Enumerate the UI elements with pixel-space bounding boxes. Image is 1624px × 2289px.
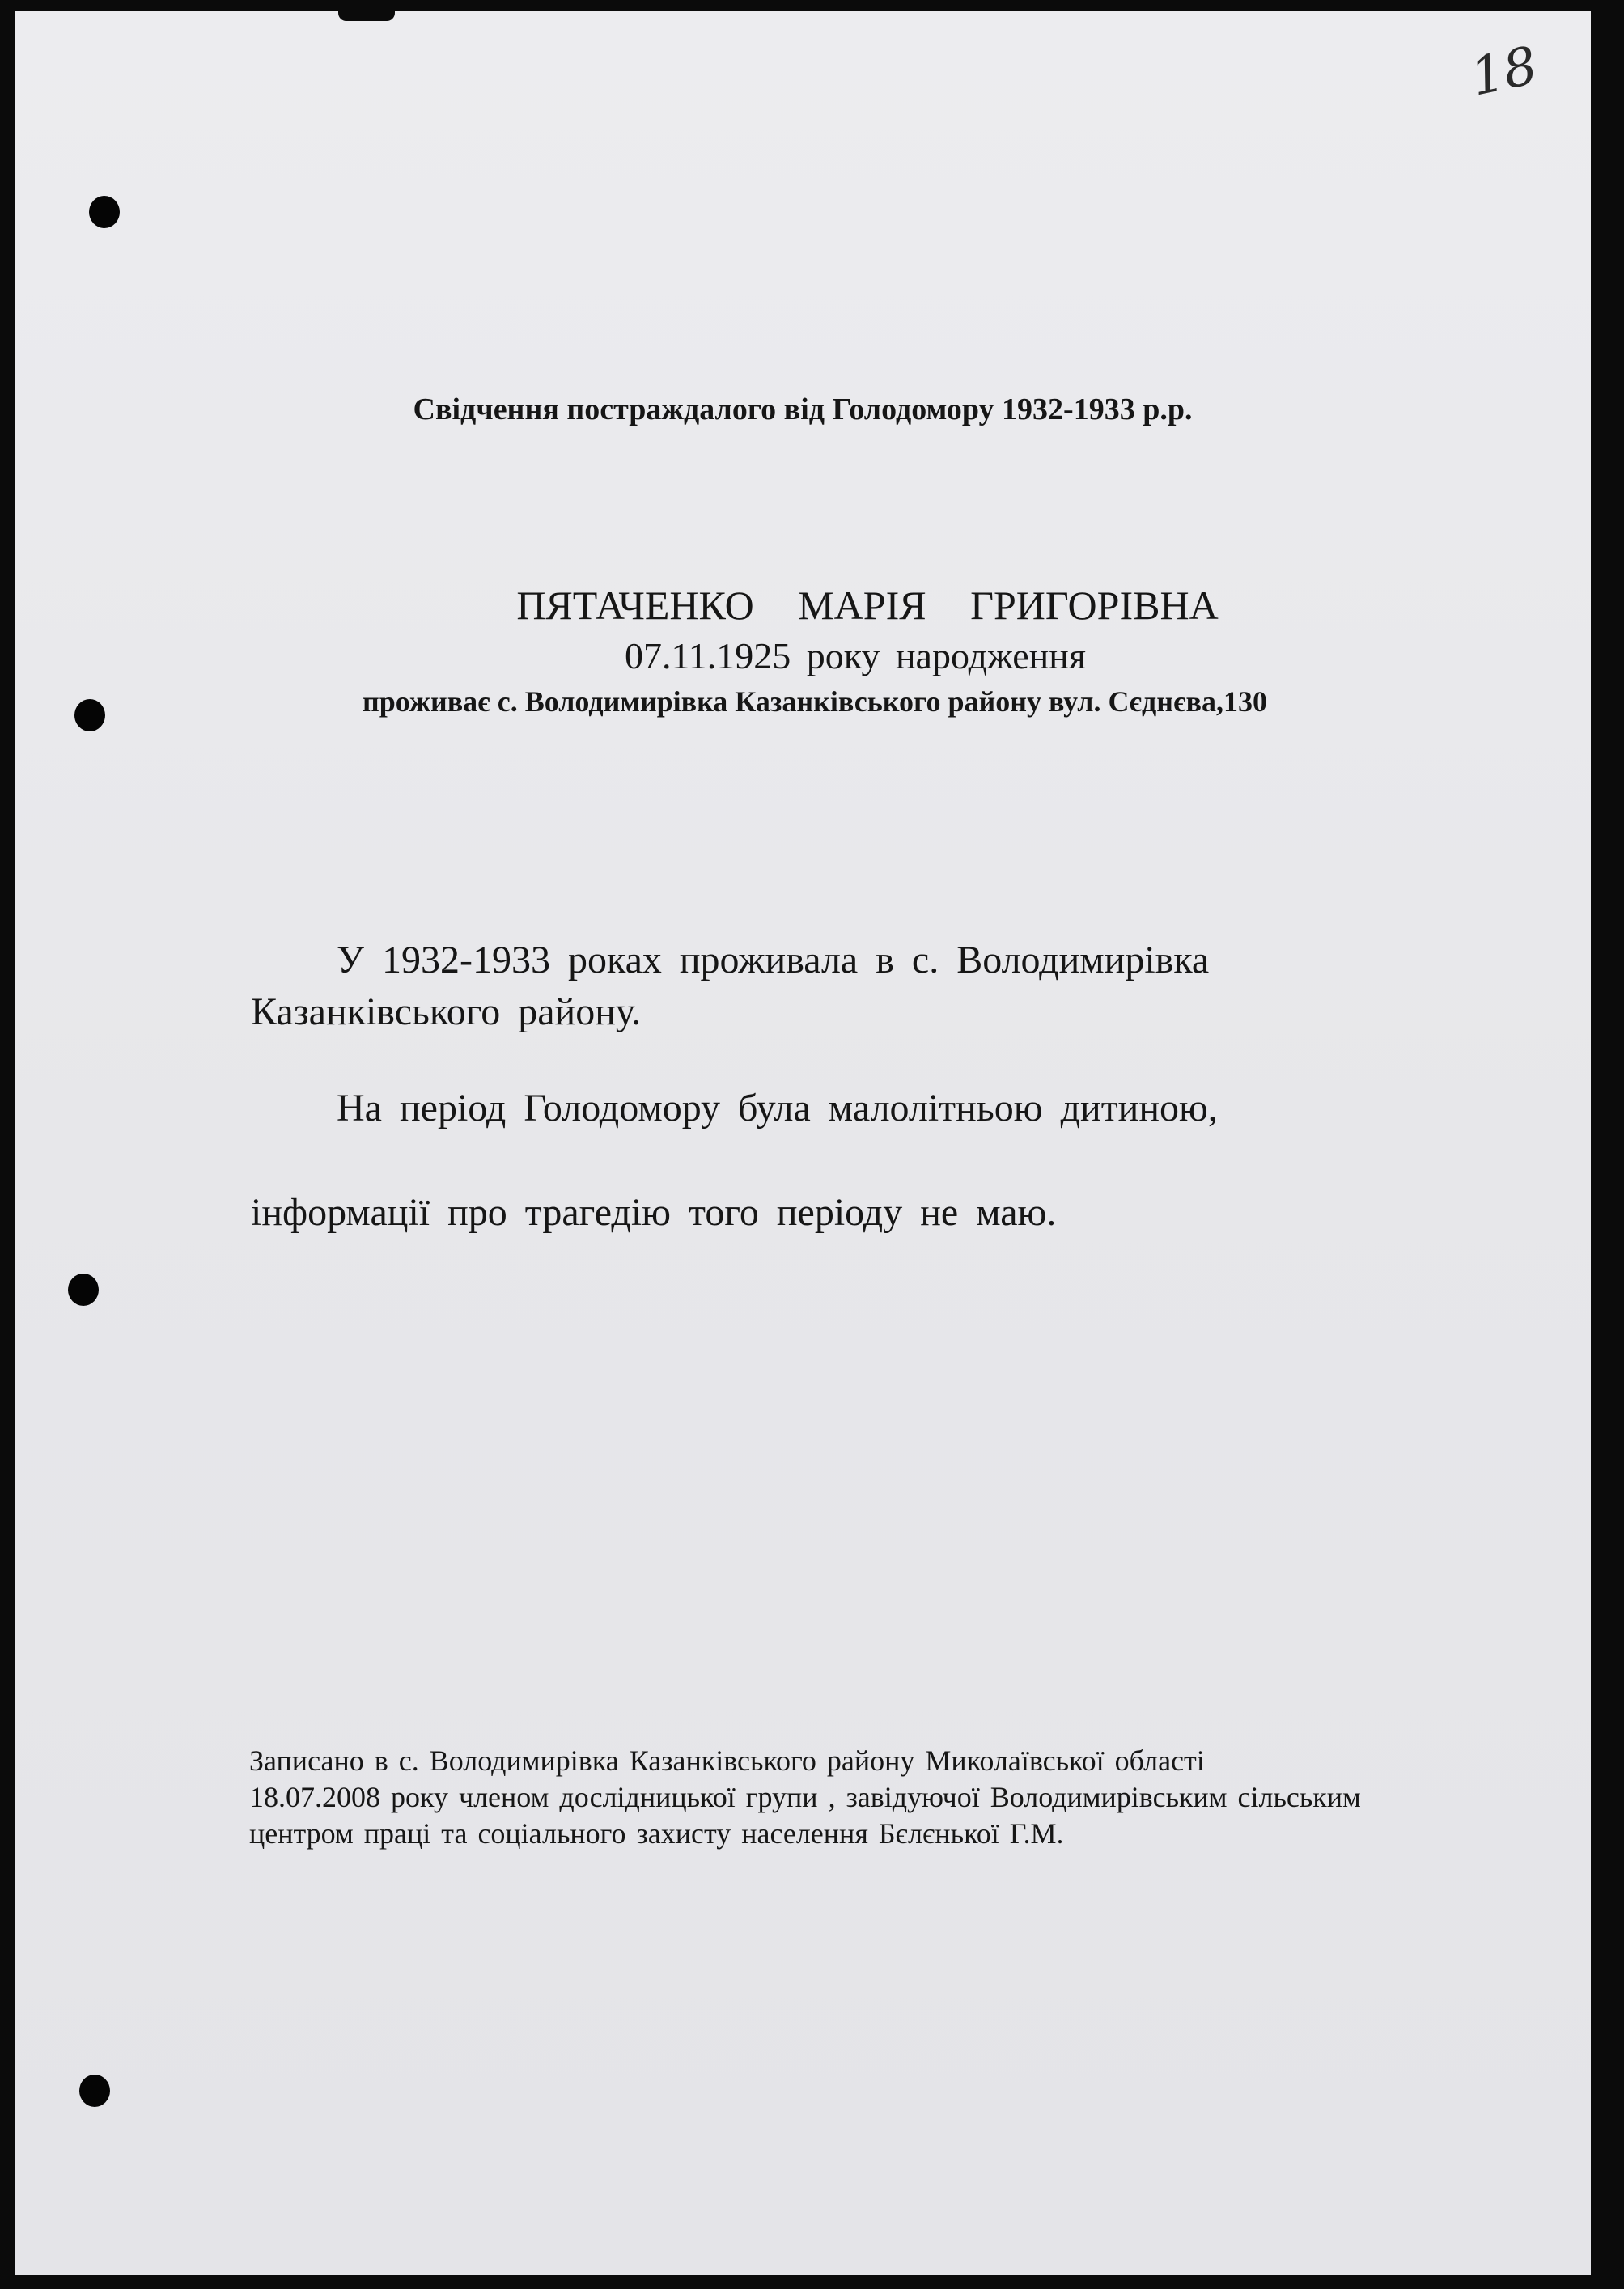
record-line: 18.07.2008 року членом дослідницької групи , завідуючої Володимирівським сільським (249, 1781, 1361, 1813)
record-line: центром праці та соціального захисту населення Бєлєнької Г.М. (249, 1817, 1064, 1850)
testimony-line: У 1932-1933 роках проживала в с. Володимирівка (337, 939, 1210, 981)
punch-hole (79, 2075, 110, 2107)
document-page (15, 11, 1591, 2275)
document-heading: Свідчення постраждалого від Голодомору 1932-1933 р.р. (413, 392, 1193, 426)
testimony-line: Казанківського району. (251, 990, 642, 1033)
testimony-line: інформації про трагедію того періоду не маю. (251, 1191, 1057, 1234)
punch-hole (68, 1274, 99, 1306)
testimony-line: На період Голодомору була малолітньою дитиною, (337, 1087, 1218, 1130)
person-address: проживає с. Володимирівка Казанківського району вул. Сєднєва,130 (363, 685, 1267, 718)
paper-notch (338, 11, 395, 21)
page-number: 18 (1465, 36, 1543, 108)
punch-hole (89, 196, 120, 228)
person-birth-date: 07.11.1925 року народження (624, 635, 1087, 676)
person-name: ПЯТАЧЕНКО МАРІЯ ГРИГОРІВНА (516, 583, 1219, 628)
record-line: Записано в с. Володимирівка Казанківського району Миколаївської області (249, 1744, 1205, 1777)
record-note (249, 1743, 1544, 1852)
